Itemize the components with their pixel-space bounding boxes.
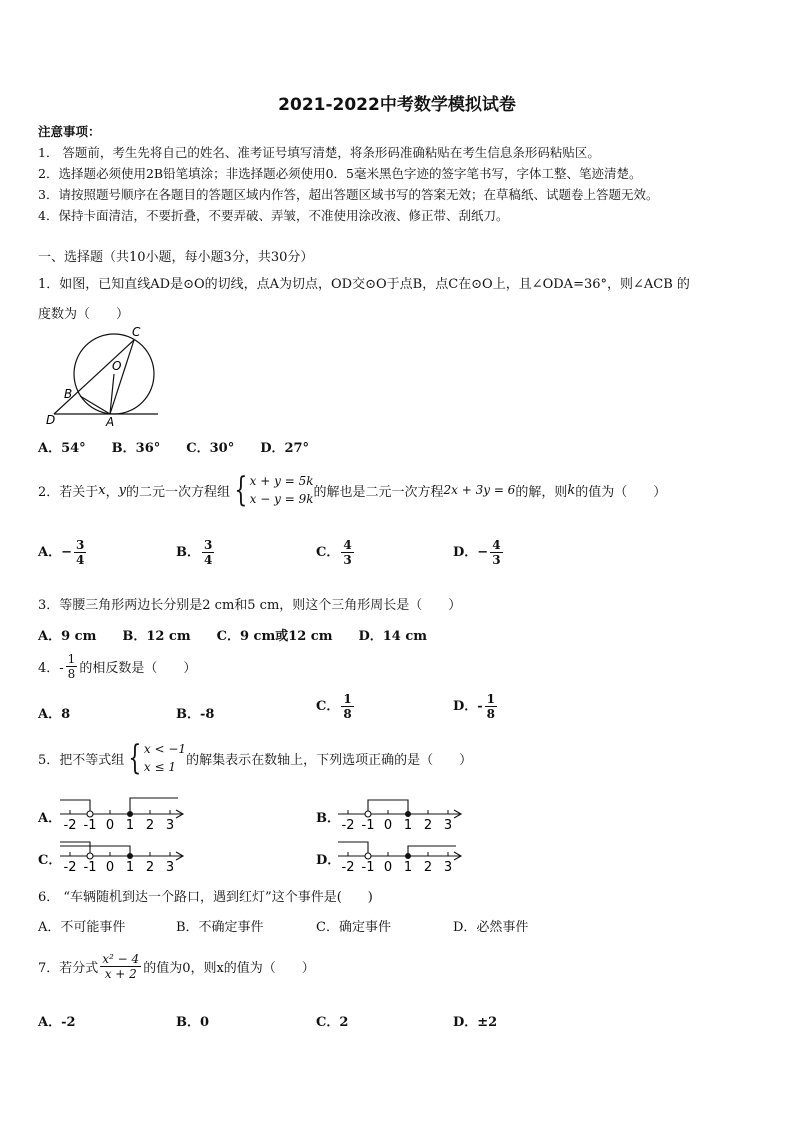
- q5-option-c-label: C．: [38, 853, 62, 868]
- open-point: [87, 853, 93, 859]
- q4-option-b: B．-8: [176, 707, 215, 722]
- q7-option-d: D．±2: [453, 1015, 498, 1030]
- question-1-text-cont: 度数为（ ）: [38, 307, 130, 322]
- q6-option-d: D．必然事件: [453, 920, 529, 935]
- tick-label: 1: [125, 860, 135, 874]
- tick-label: 3: [443, 818, 453, 832]
- tick-label: 2: [145, 818, 155, 832]
- q6-option-b: B．不确定事件: [176, 920, 264, 935]
- closed-point: [405, 811, 411, 817]
- page-title: 2021-2022中考数学模拟试卷: [278, 95, 516, 115]
- q2-option-a: A．− $\frac{3}{4}$: [38, 538, 85, 567]
- tick-label: -2: [341, 860, 355, 874]
- q4-option-d: D．- $\frac{1}{8}$: [453, 692, 496, 721]
- tick-label: 2: [145, 860, 155, 874]
- tick-label: -1: [83, 818, 97, 832]
- question-3-options: A．9 cm B．12 cm C．9 cm或12 cm D．14 cm: [38, 629, 428, 644]
- q6-option-c: C．确定事件: [316, 920, 391, 935]
- point-label-a: A: [106, 415, 115, 429]
- tick-label: 0: [383, 818, 393, 832]
- notice-item: 2．选择题必须使用2B铅笔填涂；非选择题必须使用0．5毫米黑色字迹的签字笔书写，字体工整、笔迹清楚。: [38, 166, 642, 181]
- point-label-o: O: [112, 359, 122, 373]
- question-7-text: 7．若分式 $\frac{\text{x² − 4}}{x + 2}$ 的值为0，则x的值为（ ）: [38, 952, 315, 981]
- question-3-text: 3．等腰三角形两边长分别是2 cm和5 cm，则这个三角形周长是（ ）: [38, 598, 462, 613]
- point-label-c: C: [132, 325, 141, 339]
- closed-point: [405, 853, 411, 859]
- equation-system: { x + y = 5k x − y = 9k: [234, 470, 314, 510]
- section-heading: 一、选择题（共10小题，每小题3分，共30分）: [38, 250, 314, 265]
- tick-label: -2: [63, 860, 77, 874]
- q7-option-b: B．0: [176, 1015, 210, 1030]
- open-point: [87, 811, 93, 817]
- ray-left: [60, 800, 90, 814]
- q2-option-b: B． $\frac{3}{4}$: [176, 538, 213, 567]
- closed-point: [127, 811, 133, 817]
- tick-label: 3: [165, 860, 175, 874]
- question-5-text: 5．把不等式组 { x < −1 x ≤ 1 的解集表示在数轴上，下列选项正确的是（ ）: [38, 738, 473, 778]
- tick-label: 2: [423, 860, 433, 874]
- open-point: [365, 853, 371, 859]
- q5-option-d-label: D．: [316, 853, 341, 868]
- tick-label: 1: [403, 860, 413, 874]
- tick-label: -2: [63, 818, 77, 832]
- number-line-a: [58, 794, 188, 832]
- point-label-b: B: [64, 387, 73, 401]
- circle-tangent-figure: [40, 322, 170, 430]
- question-6-text: 6． “车辆随机到达一个路口，遇到红灯”这个事件是( ): [38, 890, 373, 905]
- q5-option-b-label: B．: [316, 811, 340, 826]
- number-line-c: [58, 836, 188, 874]
- q7-option-c: C．2: [316, 1015, 349, 1030]
- question-2-text: 2．若关于 x ， y 的二元一次方程组 { x + y = 5k x − y = 9k 的解也是二元一次方程 2x + 3y = 6 的解，则 k 的值为（ ）: [38, 470, 667, 510]
- q6-option-a: A．不可能事件: [38, 920, 126, 935]
- notice-item: 4．保持卡面清洁，不要折叠，不要弄破、弄皱，不准使用涂改液、修正带、刮纸刀。: [38, 208, 509, 223]
- ray-left: [60, 842, 90, 856]
- ray-right: [130, 798, 178, 814]
- tick-label: -1: [361, 860, 375, 874]
- q2-option-c: C． $\frac{4}{3}$: [316, 538, 352, 567]
- tick-label: 0: [383, 860, 393, 874]
- question-4-text: 4．- $\frac{1}{8}$ 的相反数是（ ）: [38, 652, 197, 681]
- notice-item: 1． 答题前，考生先将自己的姓名、准考证号填写清楚，将条形码准确粘贴在考生信息条形码粘贴区。: [38, 145, 600, 160]
- tick-label: -2: [341, 818, 355, 832]
- number-line-b: [336, 794, 466, 832]
- q4-option-c: C． $\frac{1}{8}$: [316, 692, 352, 721]
- tick-label: 3: [165, 818, 175, 832]
- tick-label: 1: [403, 818, 413, 832]
- notice-item: 3．请按照题号顺序在各题目的答题区域内作答，超出答题区域书写的答案无效；在草稿纸、试题卷上答题无效。: [38, 187, 659, 202]
- inequality-system: { x < −1 x ≤ 1: [128, 738, 187, 778]
- point-label-d: D: [46, 413, 56, 427]
- q2-option-d: D．− $\frac{4}{3}$: [453, 538, 501, 567]
- tick-label: 1: [125, 818, 135, 832]
- tick-label: 0: [105, 818, 115, 832]
- tick-label: -1: [361, 818, 375, 832]
- notice-heading: 注意事项：: [38, 124, 101, 139]
- question-1-options: A．54° B．36° C．30° D．27°: [38, 441, 310, 456]
- open-point: [365, 811, 371, 817]
- ray-left: [338, 842, 368, 856]
- q5-option-a-label: A．: [38, 811, 62, 826]
- question-1-text: 1．如图，已知直线AD是⊙O的切线，点A为切点，OD交⊙O于点B，点C在⊙O上，且∠ODA=36°，则∠ACB 的: [38, 277, 690, 292]
- q7-option-a: A．-2: [38, 1015, 76, 1030]
- number-line-d: [336, 836, 466, 874]
- tick-label: -1: [83, 860, 97, 874]
- tick-label: 3: [443, 860, 453, 874]
- tick-label: 2: [423, 818, 433, 832]
- ray-right: [408, 846, 456, 856]
- tick-label: 0: [105, 860, 115, 874]
- q4-option-a: A．8: [38, 707, 71, 722]
- closed-point: [127, 853, 133, 859]
